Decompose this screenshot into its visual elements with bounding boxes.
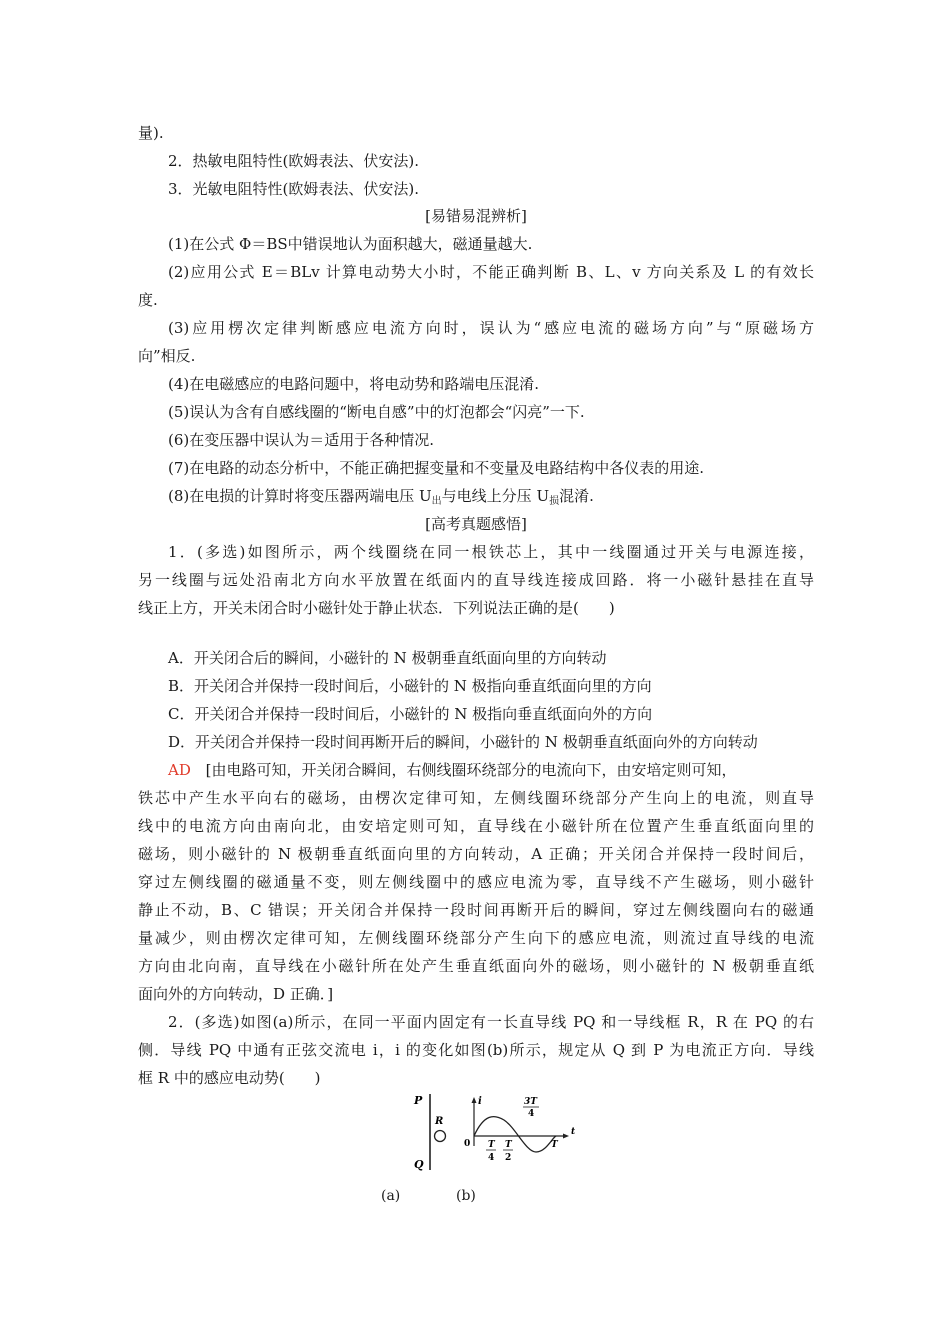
label-i: i [478,1096,482,1107]
solution-text: 铁芯中产生水平向右的磁场，由楞次定律可知，左侧线圈环绕部分产生向上的电流，则直导 [138,789,814,807]
section-heading: [高考真题感悟] [425,515,527,533]
question-text: 1．(多选)如图所示，两个线圈绕在同一根铁芯上，其中一线圈通过开关与电源连接， [168,543,814,561]
section-heading: [易错易混辨析] [425,207,527,225]
text-line: (3)应用楞次定律判断感应电流方向时，误认为“感应电流的磁场方向”与“原磁场方 [168,319,814,337]
solution-text: 面向外的方向转动，D 正确．] [138,985,334,1003]
solution-text: 穿过左侧线圈的磁通量不变，则左侧线圈中的感应电流为零，直导线不产生磁场，则小磁针 [138,873,814,891]
text-line: (7)在电路的动态分析中，不能正确把握变量和不变量及电路结构中各仪表的用途. [168,459,705,477]
answer-label: AD [168,761,191,779]
text-line: (6)在变压器中误认为＝适用于各种情况. [168,431,435,449]
question-text: 2．(多选)如图(a)所示，在同一平面内固定有一长直导线 PQ 和一导线框 R，R 在 PQ 的右 [168,1013,814,1031]
text-line: (5)误认为含有自感线圈的“断电自感”中的灯泡都会“闪亮”一下. [168,403,585,421]
tick-t-quarter-denominator: 4 [488,1153,495,1163]
tick-3t-denominator: 4 [528,1109,535,1119]
label-p: P [414,1094,423,1107]
tick-t-half-denominator: 2 [505,1153,512,1163]
label-origin: 0 [464,1139,471,1149]
question-text: 框 R 中的感应电动势( ) [138,1069,321,1087]
solution-text: 量减少，则由楞次定律可知，左侧线圈环绕部分产生向下的感应电流，则流过直导线的电流 [138,929,814,947]
caption-a: (a) [381,1188,401,1204]
tick-t-full: T [551,1140,558,1150]
option-c: C．开关闭合并保持一段时间后，小磁针的 N 极指向垂直纸面向外的方向 [168,705,653,723]
option-b: B．开关闭合并保持一段时间后，小磁针的 N 极指向垂直纸面向里的方向 [168,677,652,695]
t-axis-arrow-icon [563,1134,569,1139]
question-text: 侧．导线 PQ 中通有正弦交流电 i，i 的变化如图(b)所示，规定从 Q 到 P 为电流正方向．导线 [138,1041,814,1059]
option-a: A．开关闭合后的瞬间，小磁针的 N 极朝垂直纸面向里的方向转动 [168,649,607,667]
label-q: Q [414,1158,424,1171]
text-line: (1)在公式 Φ＝BS中错误地认为面积越大，磁通量越大. [168,235,533,253]
text-line: 3．光敏电阻特性(欧姆表法、伏安法). [168,180,420,198]
text-line: 量). [138,124,164,142]
i-axis-arrow-icon [472,1097,477,1103]
caption-b: (b) [456,1188,476,1204]
text-line: 向”相反. [138,347,196,365]
solution-text: 方向由北向南，直导线在小磁针所在处产生垂直纸面向外的磁场，则小磁针的 N 极朝垂直纸 [138,957,814,975]
text-line: (8)在电损的计算时将变压器两端电压 $U_出$与电线上分压 $U_损$混淆. [168,487,594,507]
text-line: (4)在电磁感应的电路问题中，将电动势和路端电压混淆. [168,375,540,393]
tick-t-quarter: T [488,1140,495,1150]
question-text: 另一线圈与远处沿南北方向水平放置在纸面内的直导线连接成回路．将一小磁针悬挂在直导 [138,571,814,589]
text-line: (2)应用公式 E＝BLv 计算电动势大小时，不能正确判断 B、L、v 方向关系及 L 的有效长 [168,263,814,281]
solution-text: 线中的电流方向由南向北，由安培定则可知，直导线在小磁针所在位置产生垂直纸面向里的 [138,817,814,835]
text-line: 度. [138,291,158,309]
solution-text: 磁场，则小磁针的 N 极朝垂直纸面向里的方向转动，A 正确；开关闭合并保持一段时间后， [138,845,814,863]
question-figure [408,1090,578,1180]
solution-text: 静止不动，B、C 错误；开关闭合并保持一段时间再断开后的瞬间，穿过左侧线圈向右的磁通 [138,901,814,919]
solution-first-line: AD [由电路可知，开关闭合瞬间，右侧线圈环绕部分的电流向下，由安培定则可知， [168,761,737,779]
option-d: D．开关闭合并保持一段时间再断开后的瞬间，小磁针的 N 极朝垂直纸面向外的方向转动 [168,733,758,751]
tick-3t: 3T [524,1097,537,1107]
label-r: R [435,1116,444,1127]
sine-curve [474,1117,556,1152]
loop-r [435,1131,446,1142]
text-line: 2．热敏电阻特性(欧姆表法、伏安法). [168,152,420,170]
question-text: 线正上方，开关未闭合时小磁针处于静止状态．下列说法正确的是( ) [138,599,615,617]
label-t: t [571,1127,576,1137]
tick-t-half: T [505,1140,512,1150]
